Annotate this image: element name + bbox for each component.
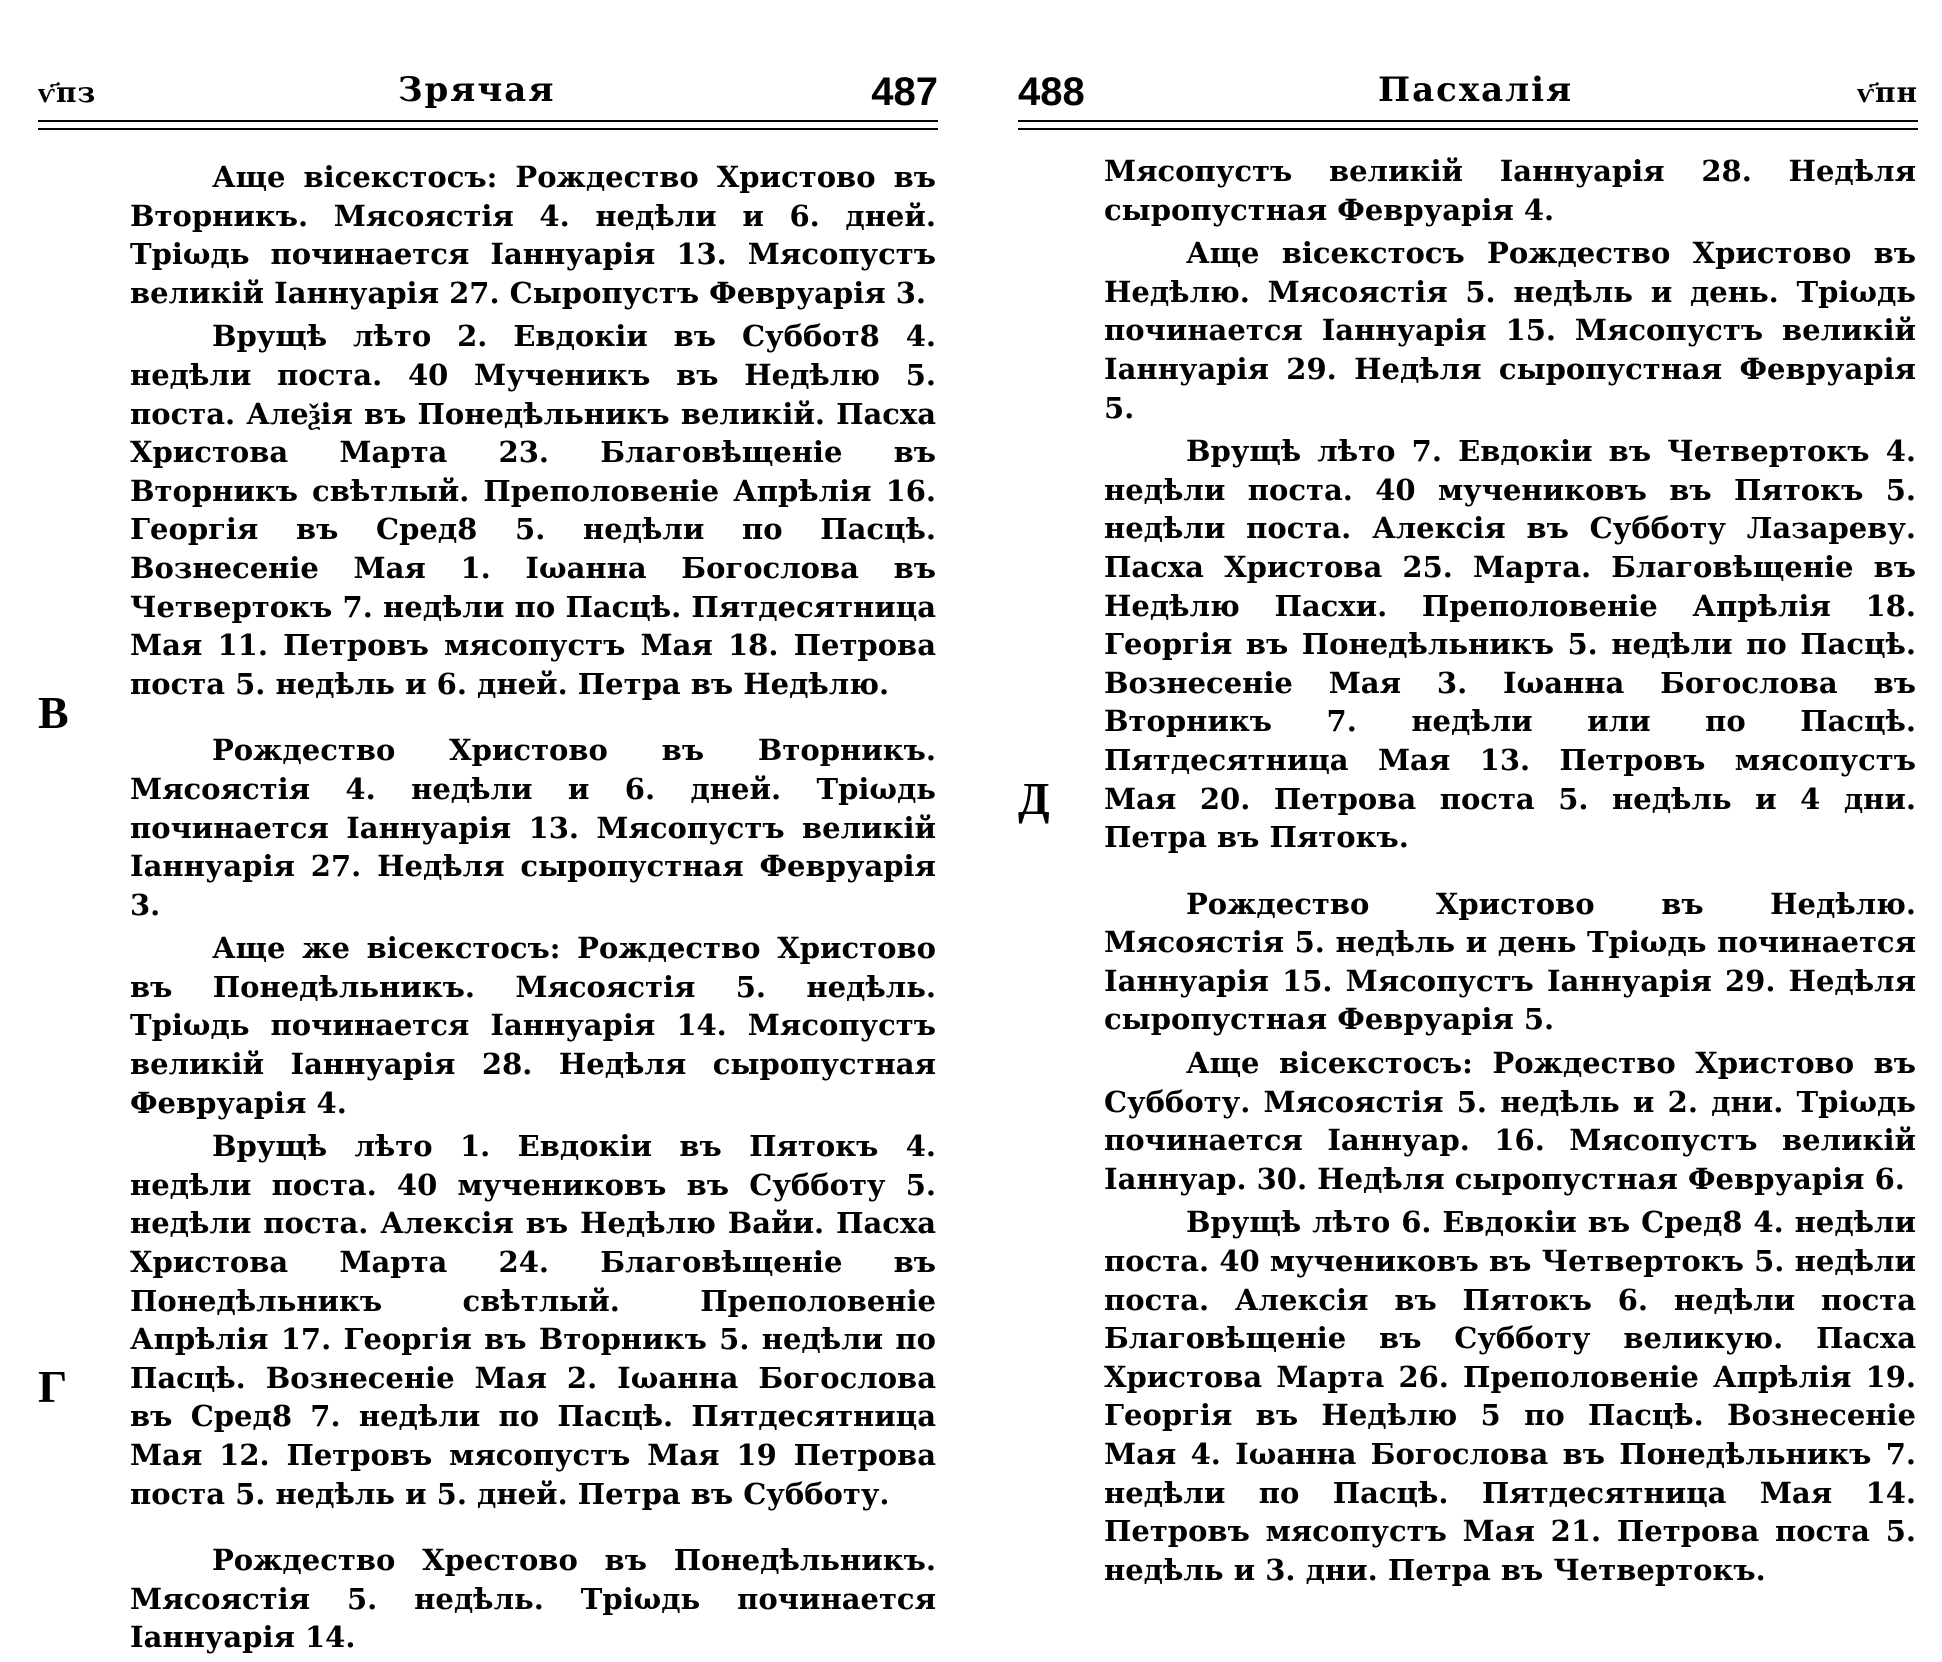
running-title: Пасхалія bbox=[1378, 70, 1574, 110]
section-letter: Д bbox=[1018, 773, 1050, 824]
paragraph: Аще вісекстосъ: Рождество Христово въ Вторникъ. Мясоястія 4. недѣли и 6. дней. Тріωдь починается Іаннуарія 13. Мясопустъ великій Іаннуарія 27. Сыропустъ Февруарія 3. bbox=[130, 160, 936, 310]
page-header bbox=[1018, 70, 1918, 120]
paragraph: Аще же вісекстосъ: Рождество Христово въ Понедѣльникъ. Мясоястія 5. недѣль. Тріωдь починается Іаннуарія 14. Мясопустъ великій Іаннуарія 28. Недѣля сыропустная Февруарія 4. bbox=[130, 931, 936, 1120]
page-number: 487 bbox=[871, 70, 938, 114]
page-number: 488 bbox=[1018, 70, 1085, 114]
paragraph: Врущѣ лѣто 2. Евдокіи въ Суббот8 4. недѣли поста. 40 Мученикъ въ Недѣлю 5. поста. Алеѯія въ Понедѣльникъ великій. Пасха Христова Марта 23. Благовѣщеніе въ Вторникъ свѣтлый. Преполовеніе Апрѣлія 16. Георгія въ Сред8 5. недѣли по Пасцѣ. Вознесеніе Мая 1. Іωанна Богослова въ Четвертокъ 7. недѣли по Пасцѣ. Пятдесятница Мая 11. Петровъ мясопустъ Мая 18. Петрова поста 5. недѣль и 6. дней. Петра въ Недѣлю. bbox=[130, 319, 936, 701]
page-header bbox=[38, 70, 938, 120]
page-body bbox=[130, 158, 936, 1662]
folio-number: ѵ҃пз bbox=[38, 76, 97, 109]
header-rule bbox=[1018, 120, 1918, 130]
right-page bbox=[1018, 70, 1918, 1587]
paragraph: Рождество Христово въ Вторникъ. Мясоястія 4. недѣли и 6. дней. Тріωдь починается Іаннуарія 13. Мясопустъ великій Іаннуарія 27. Недѣля сыропустная Февруарія 3. bbox=[130, 733, 936, 922]
paragraph: Аще вісекстосъ Рождество Христово въ Недѣлю. Мясоястія 5. недѣль и день. Тріωдь починается Іаннуарія 15. Мясопустъ великій Іаннуарія 29. Недѣля сыропустная Февруарія 5. bbox=[1104, 236, 1916, 425]
folio-number: ѵ҃пн bbox=[1857, 76, 1918, 109]
section-letter: В bbox=[38, 687, 69, 738]
paragraph: Врущѣ лѣто 6. Евдокіи въ Сред8 4. недѣли поста. 40 мучениковъ въ Четвертокъ 5. недѣли поста. Алексія въ Пятокъ 6. недѣли поста Благовѣщеніе въ Субботу великую. Пасха Христова Марта 26. Преполовеніе Апрѣлія 19. Георгія въ Недѣлю 5 по Пасцѣ. Вознесеніе Мая 4. Іωанна Богослова въ Понедѣльникъ 7. недѣли по Пасцѣ. Пятдесятница Мая 14. Петровъ мясопустъ Мая 21. Петрова поста 5. недѣль и 3. дни. Петра въ Четвертокъ. bbox=[1104, 1205, 1916, 1587]
paragraph: Аще вісекстосъ: Рождество Христово въ Субботу. Мясоястія 5. недѣль и 2. дни. Тріωдь починается Іаннуар. 16. Мясопустъ великій Іаннуар. 30. Недѣля сыропустная Февруарія 6. bbox=[1104, 1046, 1916, 1196]
paragraph: Врущѣ лѣто 7. Евдокіи въ Четвертокъ 4. недѣли поста. 40 мучениковъ въ Пятокъ 5. недѣли поста. Алексія въ Субботу Лазареву. Пасха Христова 25. Марта. Благовѣщеніе въ Недѣлю Пасхи. Преполовеніе Апрѣлія 18. Георгія въ Понедѣльникъ 5. недѣли по Пасцѣ. Вознесеніе Мая 3. Іωанна Богослова въ Вторникъ 7. недѣли или по Пасцѣ. Пятдесятница Мая 13. Петровъ мясопустъ Мая 20. Петрова поста 5. недѣль и 4 дни. Петра въ Пятокъ. bbox=[1104, 434, 1916, 855]
paragraph: Рождество Христово въ Недѣлю. Мясоястія 5. недѣль и день Тріωдь починается Іаннуарія 15. Мясопустъ Іаннуарія 29. Недѣля сыропустная Февруарія 5. bbox=[1104, 886, 1916, 1037]
running-title: Зрячая bbox=[398, 70, 556, 110]
paragraph: Рождество Хрестово въ Понедѣльникъ. Мясоястія 5. недѣль. Тріωдь починается Іаннуарія 14. bbox=[130, 1543, 936, 1655]
paragraph: Врущѣ лѣто 1. Евдокіи въ Пятокъ 4. недѣли поста. 40 мучениковъ въ Субботу 5. недѣли поста. Алексія въ Недѣлю Вайи. Пасха Христова Марта 24. Благовѣщеніе въ Понедѣльникъ свѣтлый. Преполовеніе Апрѣлія 17. Георгія въ Вторникъ 5. недѣли по Пасцѣ. Вознесеніе Мая 2. Іωанна Богослова въ Сред8 7. недѣли по Пасцѣ. Пятдесятница Мая 12. Петровъ мясопустъ Мая 19 Петрова поста 5. недѣль и 5. дней. Петра въ Субботу. bbox=[130, 1129, 936, 1511]
page-body bbox=[1104, 152, 1916, 1594]
section-letter: Г bbox=[38, 1361, 68, 1412]
header-rule bbox=[38, 120, 938, 130]
paragraph: Мясопустъ великій Іаннуарія 28. Недѣля сыропустная Февруарія 4. bbox=[1104, 154, 1916, 227]
left-page bbox=[38, 70, 938, 1655]
